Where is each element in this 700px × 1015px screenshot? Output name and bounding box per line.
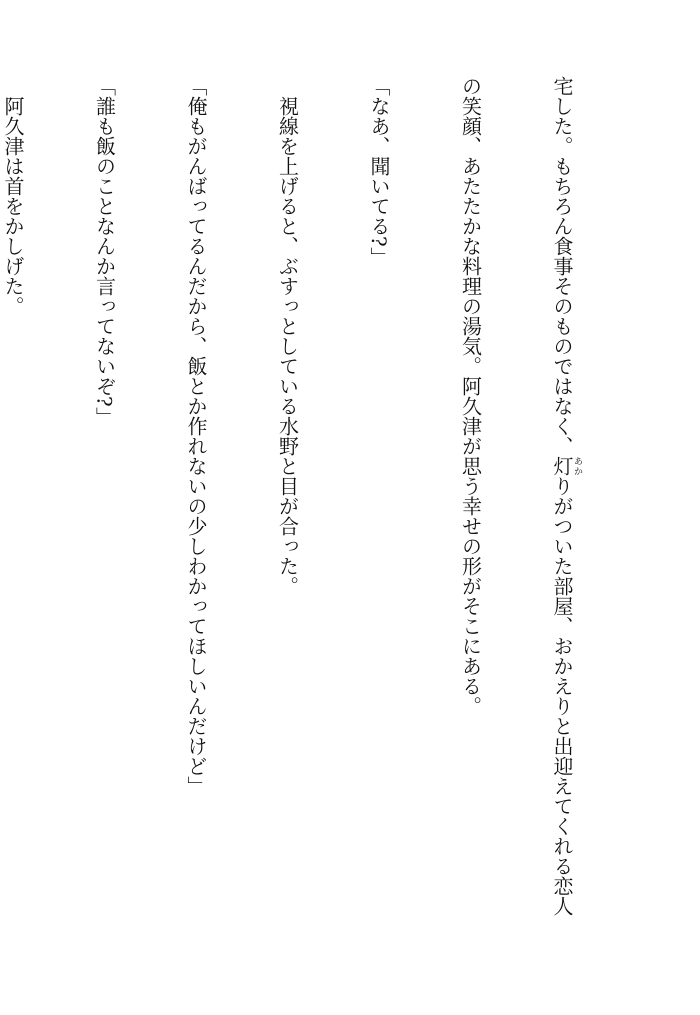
ruby-akari xyxy=(550,456,582,476)
text-line-3: 「なあ、聞いてる?」 xyxy=(367,76,391,267)
text-line-1-start: 宅した。もちろん食事そのものではなく、 xyxy=(550,76,574,456)
text-line-6: 「誰も飯のことなんか言ってないぞ?」 xyxy=(92,76,117,427)
text-line-5: 「俺もがんばってるんだから、飯とか作れないの少しわかってほしいんだけど」 xyxy=(184,76,208,796)
ruby-reading: あか xyxy=(572,456,582,476)
vertical-text-body xyxy=(0,76,643,976)
text-line-1 xyxy=(547,76,583,976)
text-line-1-end: りがついた部屋、おかえりと出迎えてくれる恋人 xyxy=(550,476,574,916)
text-line-4: 視線を上げると、ぶすっとしている水野と目が合った。 xyxy=(275,96,300,596)
ruby-base: 灯 xyxy=(550,456,574,476)
text-line-7: 阿久津は首をかしげた。 xyxy=(1,96,25,316)
text-line-2: の笑顔、あたたかな料理の湯気。阿久津が思う幸せの形がそこにある。 xyxy=(458,76,483,716)
